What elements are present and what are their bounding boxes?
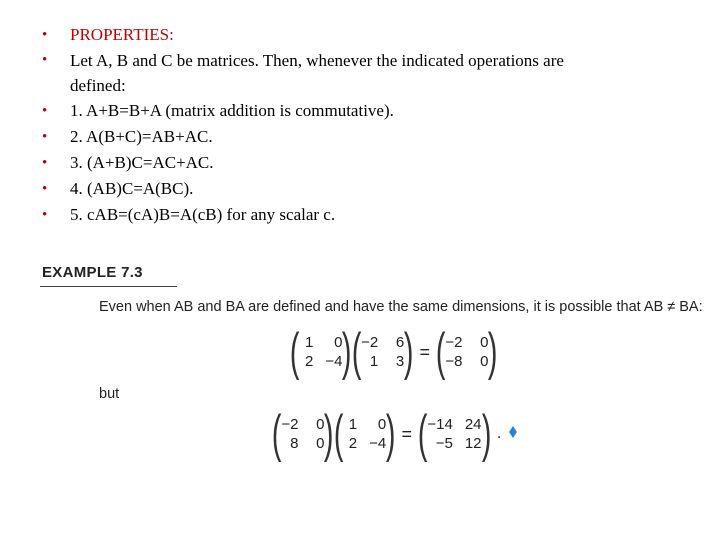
matrix-cell: 8 [290, 435, 299, 452]
matrix-a [289, 323, 352, 381]
matrix-cell: −2 [281, 416, 299, 433]
example-title: EXAMPLE 7.3 [42, 264, 143, 281]
matrix-b [351, 323, 414, 381]
bullet-property-2 [42, 124, 702, 150]
matrix-cell: −4 [325, 353, 343, 370]
matrix-cell: −14 [427, 416, 453, 433]
property-4-text: 4. (AB)C=A(BC). [70, 179, 194, 198]
intro-line-2: defined: [70, 76, 126, 95]
bullet-icon: • [42, 52, 48, 68]
matrix-cell: −2 [445, 334, 463, 351]
property-3-text: 3. (A+B)C=AC+AC. [70, 153, 214, 172]
left-paren: ( [417, 405, 428, 463]
right-paren: ) [342, 323, 352, 381]
bullet-property-1 [42, 98, 702, 124]
left-paren: ( [435, 323, 446, 381]
matrix-cell: 12 [464, 435, 482, 452]
right-paren: ) [488, 323, 498, 381]
property-2-text: 2. A(B+C)=AB+AC. [70, 127, 213, 146]
matrix-cell: −8 [445, 353, 463, 370]
right-paren: ) [386, 405, 396, 463]
matrix-cell: 0 [480, 334, 489, 351]
right-paren: ) [481, 405, 491, 463]
bullet-property-5 [42, 202, 702, 228]
bullet-icon: • [42, 207, 48, 223]
matrix-cell: 0 [334, 334, 343, 351]
matrix-cell: 0 [480, 353, 489, 370]
matrix-cell: −4 [369, 435, 387, 452]
property-5-text: 5. cAB=(cA)B=A(cB) for any scalar c. [70, 205, 336, 224]
equals-sign: = [419, 341, 431, 362]
matrix-cell: 0 [316, 416, 325, 433]
but-text: but [99, 386, 120, 402]
bullet-property-4 [42, 176, 702, 202]
example-sentence: Even when AB and BA are defined and have the same dimensions, it is possible that AB ≠ BA: [99, 299, 703, 315]
matrix-result [435, 323, 498, 381]
left-paren: ( [271, 405, 282, 463]
matrix-cell: 3 [395, 353, 405, 370]
matrix-cell: 0 [316, 435, 325, 452]
equation-ba [271, 405, 502, 463]
bullet-icon: • [42, 129, 48, 145]
equation-ab [289, 323, 498, 381]
bullet-properties [42, 22, 702, 48]
diamond-icon [509, 426, 517, 438]
matrix-cell: 1 [369, 353, 379, 370]
equation-period: . [496, 425, 502, 442]
intro-line-1: Let A, B and C be matrices. Then, whenever the indicated operations are [70, 51, 564, 70]
matrix-cell: 24 [464, 416, 482, 433]
matrix-cell: 1 [304, 334, 314, 351]
bullet-icon: • [42, 103, 48, 119]
left-paren: ( [289, 323, 300, 381]
left-paren: ( [351, 323, 362, 381]
bullet-icon: • [42, 181, 48, 197]
equals-sign: = [401, 423, 413, 444]
matrix-result [417, 405, 491, 463]
matrix-cell: 2 [304, 353, 314, 370]
properties-list [42, 22, 702, 228]
matrix-b [271, 405, 334, 463]
matrix-a [333, 405, 396, 463]
right-paren: ) [404, 323, 414, 381]
matrix-cell: −2 [361, 334, 379, 351]
matrix-cell: 2 [348, 435, 358, 452]
properties-heading: PROPERTIES: [70, 25, 174, 44]
bullet-icon: • [42, 27, 48, 43]
example-divider [40, 286, 177, 287]
left-paren: ( [333, 405, 344, 463]
matrix-cell: 0 [377, 416, 387, 433]
matrix-cell: −5 [435, 435, 453, 452]
matrix-cell: 6 [395, 334, 405, 351]
right-paren: ) [324, 405, 334, 463]
matrix-cell: 1 [348, 416, 358, 433]
bullet-icon: • [42, 155, 48, 171]
bullet-intro [42, 48, 702, 98]
property-1-text: 1. A+B=B+A (matrix addition is commutative). [70, 101, 394, 120]
bullet-property-3 [42, 150, 702, 176]
